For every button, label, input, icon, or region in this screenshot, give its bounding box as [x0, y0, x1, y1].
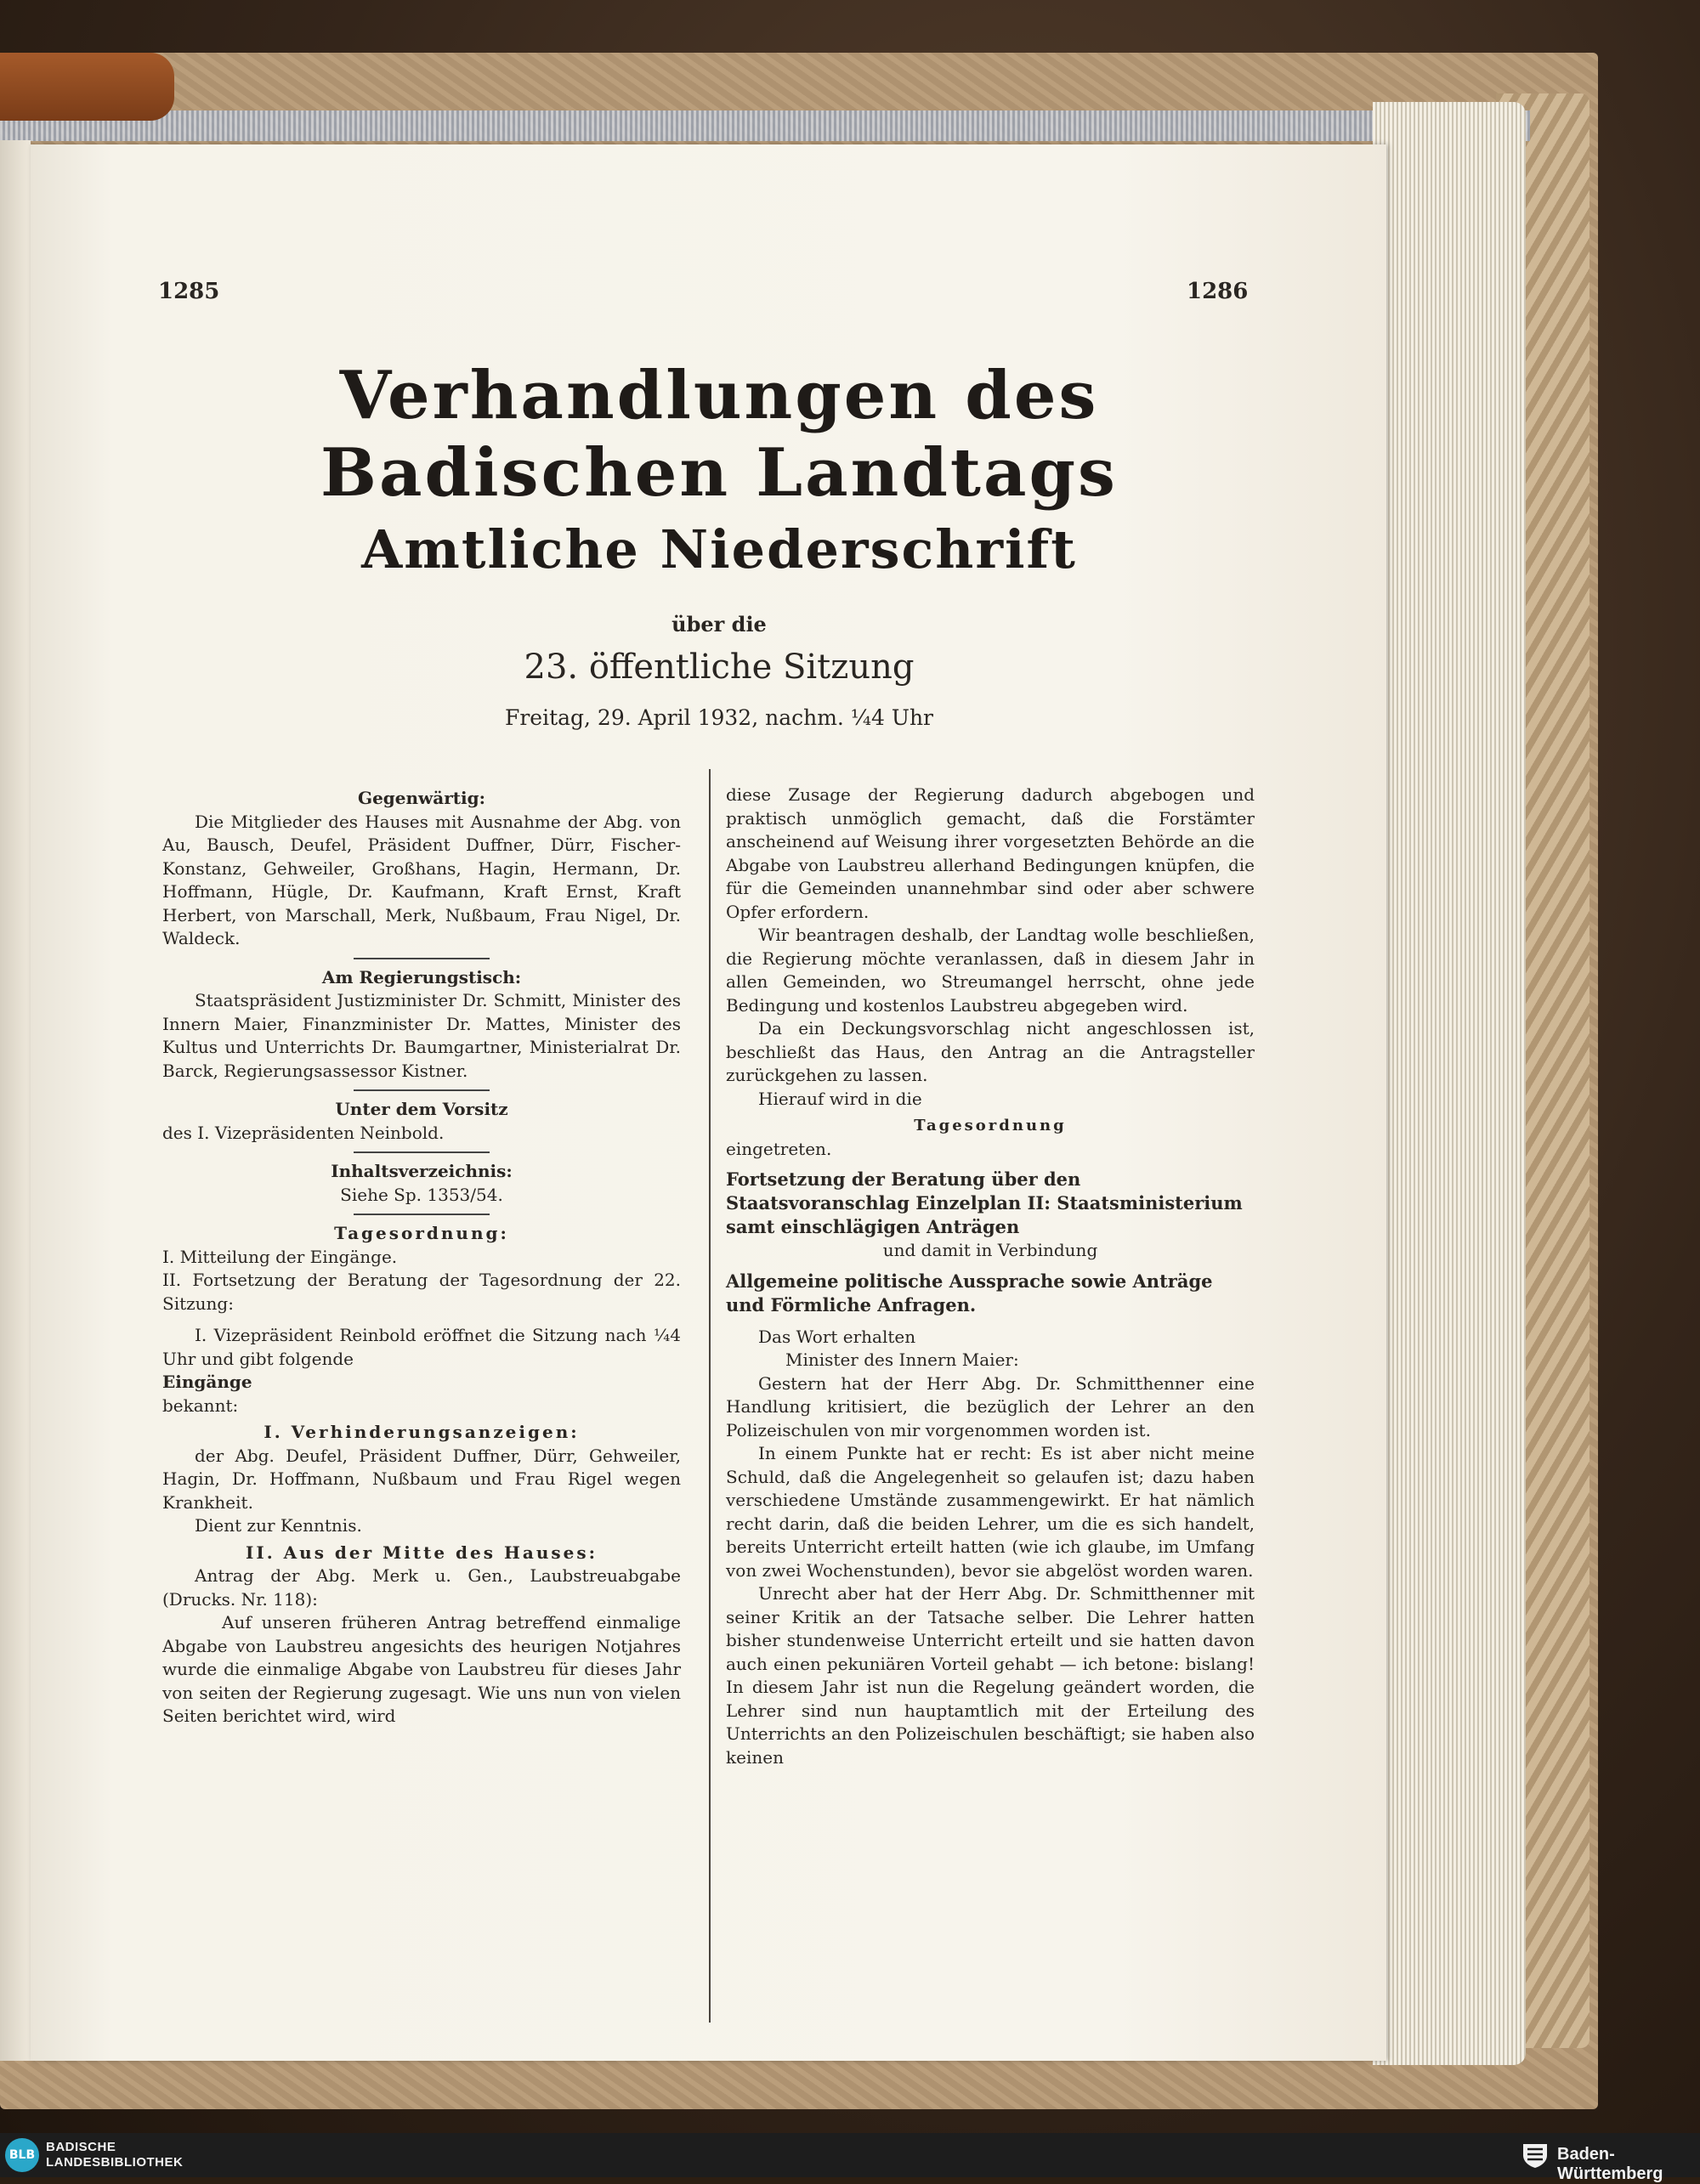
book-spine-corner: [0, 53, 174, 121]
paragraph: Wir beantragen deshalb, der Landtag wolle beschließen, die Regierung möchte veranlassen, daß in diesem Jahr in allen Gemeinden, wo Streumangel herrscht, ohne jede Bedingung und kostenlos Laubstreu abgegeben wird.: [726, 925, 1255, 1016]
section-heading: Eingänge: [162, 1372, 252, 1392]
paragraph: Das Wort erhalten: [758, 1326, 916, 1347]
paragraph: eingetreten.: [726, 1138, 832, 1159]
page-number-right: 1286: [1187, 279, 1249, 304]
left-page-edge: [0, 140, 31, 2061]
paragraph: I. Vizepräsident Reinbold eröffnet die Sitzung nach ¼4 Uhr und gibt folgende: [162, 1325, 681, 1369]
paragraph: des I. Vizepräsidenten Neinbold.: [162, 1122, 445, 1143]
paragraph: Da ein Deckungsvorschlag nicht angeschlossen ist, beschließt das Haus, den Antrag an die Antragsteller zurückgehen zu lassen.: [726, 1018, 1255, 1085]
session-date: Freitag, 29. April 1932, nachm. ¼4 Uhr: [504, 705, 934, 730]
paragraph: Staatspräsident Justizminister Dr. Schmitt, Minister des Innern Maier, Finanzminister Dr. Mattes, Minister des Kultus und Unterrichts Dr. Baumgartner, Ministerialrat Dr. Barck, Regierungsassessor Kistner.: [162, 990, 681, 1081]
document-subtitle: Amtliche Niederschrift: [361, 518, 1077, 580]
divider: [354, 1151, 490, 1153]
section-heading: Tagesordnung: [914, 1117, 1067, 1134]
section-heading: Gegenwärtig:: [358, 788, 485, 808]
paragraph: Gestern hat der Herr Abg. Dr. Schmitthenner eine Handlung kritisiert, die bezüglich der Lehrer an den Polizeischulen von mir vorgenommen worden ist.: [726, 1372, 1255, 1440]
page-stack: [1373, 102, 1526, 2065]
paragraph: Auf unseren früheren Antrag betreffend einmalige Abgabe von Laubstreu angesichts des heurigen Notjahres wurde die einmalige Abgabe von Laubstreu für dieses Jahr von seiten der Regierung zugesagt. Wie uns nun von vielen Seiten berichtet wird, wird: [162, 1612, 681, 1726]
section-heading: I. Verhinderungsanzeigen:: [264, 1422, 580, 1442]
section-heading: Am Regierungstisch:: [321, 966, 522, 987]
state-name: Baden-Württemberg: [1557, 2145, 1663, 2183]
agenda-heading: Allgemeine politische Aussprache sowie Anträge und Förmliche Anfragen.: [726, 1270, 1213, 1315]
paragraph: Dient zur Kenntnis.: [195, 1515, 362, 1536]
section-heading: Unter dem Vorsitz: [335, 1099, 508, 1119]
paragraph: Antrag der Abg. Merk u. Gen., Laubstreuabgabe (Drucks. Nr. 118):: [162, 1565, 681, 1610]
section-heading: Tagesordnung:: [334, 1223, 509, 1243]
library-name: BADISCHE LANDESBIBLIOTHEK: [46, 2140, 184, 2170]
paragraph: und damit in Verbindung: [882, 1240, 1098, 1260]
bookmark-band: [0, 110, 1530, 141]
paragraph: Siehe Sp. 1353/54.: [340, 1184, 503, 1205]
column-divider: [709, 769, 711, 2023]
section-heading: II. Aus der Mitte des Hauses:: [246, 1542, 598, 1563]
paragraph: bekannt:: [162, 1395, 239, 1416]
left-column: [162, 784, 681, 1729]
paragraph: Hierauf wird in die: [758, 1088, 922, 1109]
session-title: 23. öffentliche Sitzung: [524, 648, 915, 687]
divider: [354, 1214, 490, 1215]
paragraph: Die Mitglieder des Hauses mit Ausnahme der Abg. von Au, Bausch, Deufel, Präsident Duffner, Dürr, Fischer-Konstanz, Gehweiler, Großhans, Hagin, Hermann, Dr. Hoffmann, Hügle, Dr. Kaufmann, Kraft Ernst, Kraft Herbert, von Marschall, Merk, Nußbaum, Frau Nigel, Dr. Waldeck.: [162, 811, 681, 948]
subtitle-connector: über die: [672, 612, 767, 637]
list-item: II. Fortsetzung der Beratung der Tagesordnung der 22. Sitzung:: [162, 1270, 681, 1314]
footer-bar: [0, 2133, 1700, 2183]
document-page: [31, 144, 1386, 2061]
paragraph: In einem Punkte hat er recht: Es ist aber nicht meine Schuld, daß die Angelegenheit so gelaufen ist; dazu haben verschiedene Umstände zusammengewirkt. Er hat nämlich recht darin, daß die beiden Lehrer, um die es sich handelt, bereits Unterricht erteilt hatten (wie ich glaube, im Umfang von zwei Wochenstunden), bevor sie abgelöst worden waren.: [726, 1443, 1255, 1581]
section-heading: Inhaltsverzeichnis:: [331, 1161, 513, 1181]
list-item: I. Mitteilung der Eingänge.: [162, 1246, 398, 1267]
page-number-left: 1285: [158, 279, 220, 304]
paragraph: der Abg. Deufel, Präsident Duffner, Dürr, Gehweiler, Hagin, Dr. Hoffmann, Nußbaum und Frau Rigel wegen Krankheit.: [162, 1445, 681, 1513]
divider: [354, 958, 490, 959]
speaker-label: Minister des Innern Maier:: [785, 1349, 1019, 1370]
divider: [354, 1089, 490, 1091]
agenda-heading: Fortsetzung der Beratung über den Staatsvoranschlag Einzelplan II: Staatsministerium samt einschlägigen Anträgen: [726, 1168, 1243, 1237]
paragraph: Unrecht aber hat der Herr Abg. Dr. Schmitthenner mit seiner Kritik an der Tatsache selber. Die Lehrer hatten bisher stundenweise Unterricht erteilt und sie hatten davon auch einen pekuniären Vorteil gehabt — ich betone: bislang! In diesem Jahr ist nun die Regelung geändert worden, die Lehrer sind nun hauptamtlich mit der Erteilung des Unterrichts an den Polizeischulen beschäftigt; sie haben also keinen: [726, 1583, 1255, 1768]
paragraph: diese Zusage der Regierung dadurch abgebogen und praktisch unmöglich gemacht, daß die Forstämter anscheinend auf Weisung ihrer vorgesetzten Behörde an die Abgabe von Laubstreu allerhand Bedingungen knüpfen, die für die Gemeinden unannehmbar sind oder aber schwere Opfer erfordern.: [726, 784, 1255, 922]
document-title: Verhandlungen des Badischen Landtags: [320, 357, 1118, 512]
blb-logo: BLB: [5, 2138, 39, 2172]
coat-of-arms-icon: [1520, 2142, 1550, 2169]
right-column: [726, 784, 1255, 1769]
